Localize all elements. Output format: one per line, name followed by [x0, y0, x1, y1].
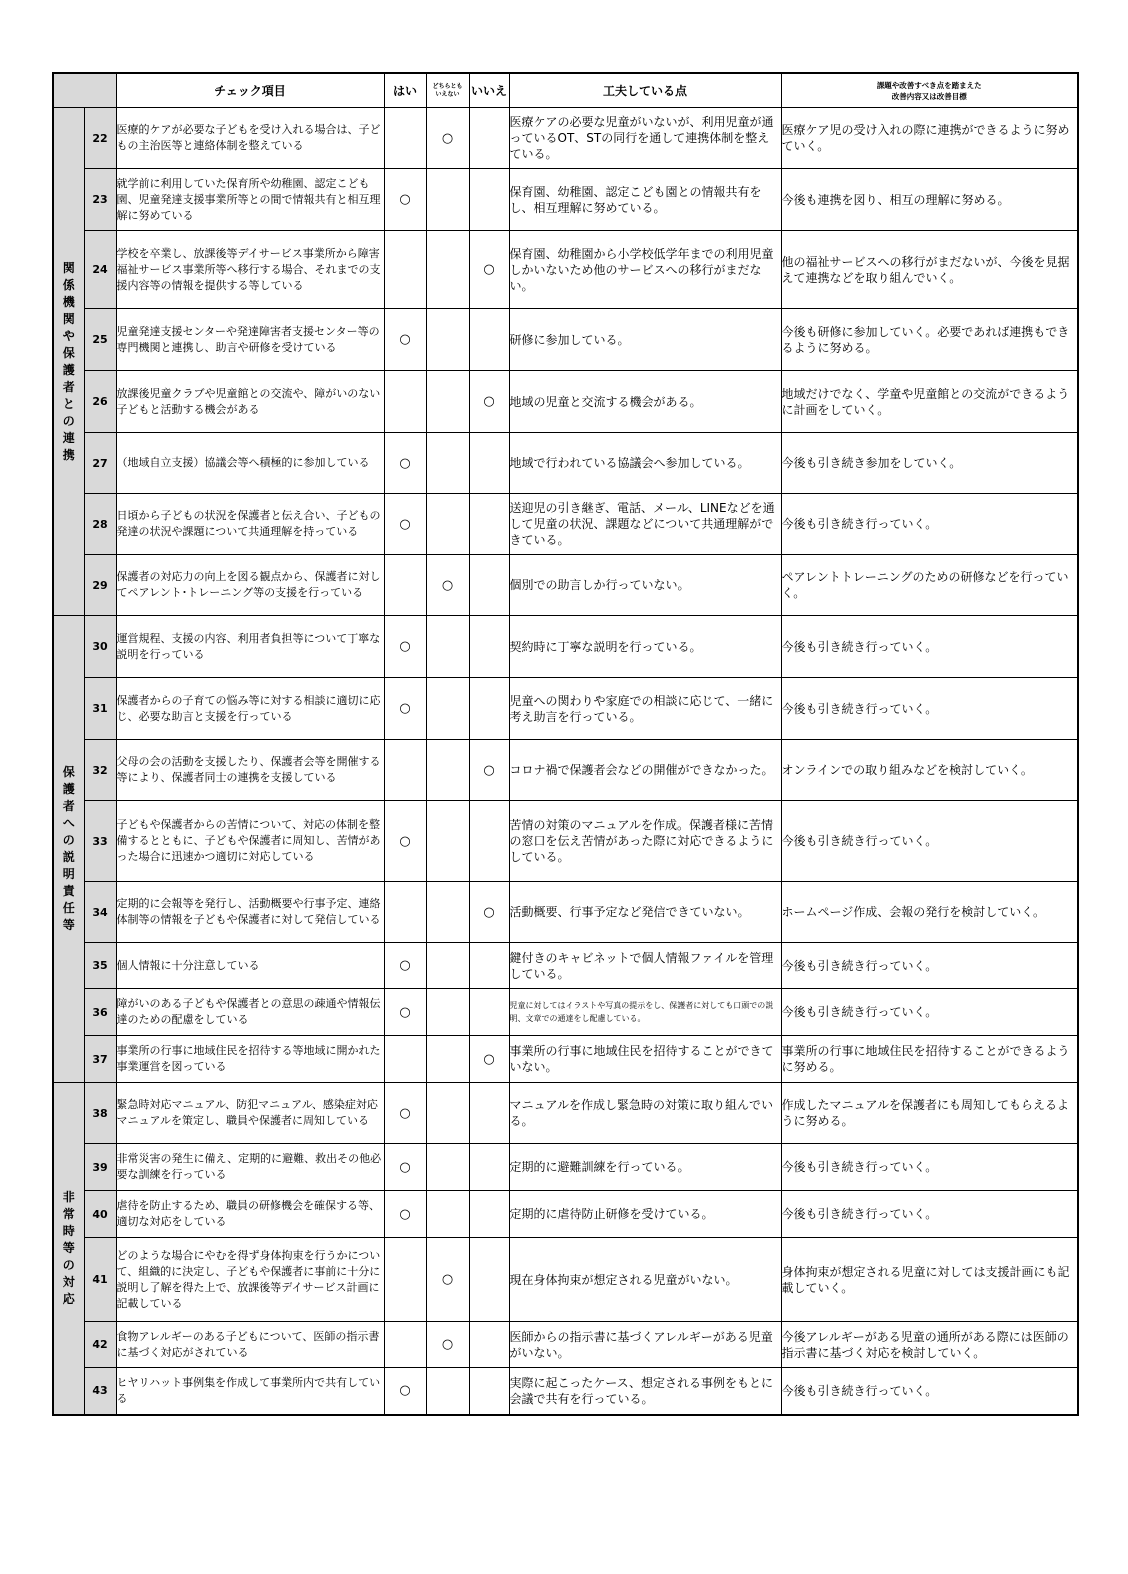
answer-neither-cell	[426, 801, 469, 882]
answer-neither-cell	[426, 1191, 469, 1238]
table-row	[53, 989, 1078, 1036]
answer-no-cell	[469, 108, 509, 169]
check-item-text: 虐待を防止するため、職員の研修機会を確保する等、適切な対応をしている	[116, 1191, 384, 1238]
category-text: 非常時等の対応	[62, 1189, 75, 1306]
kufu-text: 児童への関わりや家庭での相談に応じて、一緒に考え助言を行っている。	[509, 678, 781, 740]
header-kadai-line1: 課題や改善すべき点を踏まえた	[876, 80, 982, 90]
answer-neither-cell	[426, 1368, 469, 1415]
answer-yes-cell: ○	[384, 494, 426, 555]
answer-yes-cell: ○	[384, 309, 426, 371]
kadai-text: 今後も引き続き行っていく。	[781, 1368, 1078, 1415]
check-item-text: どのような場合にやむを得ず身体拘束を行うかについて、組織的に決定し、子どもや保護者に事前に十分に説明し了解を得た上で、放課後等デイサービス計画に記載している	[116, 1238, 384, 1322]
check-item-text: 児童発達支援センターや発達障害者支援センター等の専門機関と連携し、助言や研修を受けている	[116, 309, 384, 371]
kufu-text: 児童に対してはイラストや写真の提示をし、保護者に対しても口頭での説明、文章での通達をし配慮している。	[509, 989, 781, 1036]
item-number: 33	[84, 801, 116, 882]
kufu-text: 保育園、幼稚園から小学校低学年までの利用児童しかいないため他のサービスへの移行がまだない。	[509, 231, 781, 309]
kufu-text: 実際に起こったケース、想定される事例をもとに会議で共有を行っている。	[509, 1368, 781, 1415]
table-row	[53, 943, 1078, 989]
answer-yes-cell	[384, 555, 426, 616]
header-kadai-line2: 改善内容又は改善目標	[891, 91, 967, 101]
table-row	[53, 1322, 1078, 1368]
kadai-text: 身体拘束が想定される児童に対しては支援計画にも記載していく。	[781, 1238, 1078, 1322]
kadai-text: 事業所の行事に地域住民を招待することができるように努める。	[781, 1036, 1078, 1083]
kadai-text: 今後も引き続き行っていく。	[781, 494, 1078, 555]
check-item-text: 定期的に会報等を発行し、活動概要や行事予定、連絡体制等の情報を子どもや保護者に対して発信している	[116, 882, 384, 943]
answer-yes-cell	[384, 1036, 426, 1083]
answer-yes-cell: ○	[384, 1083, 426, 1144]
kadai-text: オンラインでの取り組みなどを検討していく。	[781, 740, 1078, 801]
answer-yes-cell: ○	[384, 801, 426, 882]
answer-neither-cell: ○	[426, 108, 469, 169]
item-number: 39	[84, 1144, 116, 1191]
answer-no-cell	[469, 433, 509, 494]
category-label	[53, 108, 84, 616]
kadai-text: 今後も連携を図り、相互の理解に努める。	[781, 169, 1078, 231]
check-item-text: 運営規程、支援の内容、利用者負担等について丁寧な説明を行っている	[116, 616, 384, 678]
item-number: 26	[84, 371, 116, 433]
answer-yes-cell: ○	[384, 1191, 426, 1238]
kadai-text: 今後アレルギーがある児童の通所がある際には医師の指示書に基づく対応を検討していく。	[781, 1322, 1078, 1368]
table-row	[53, 231, 1078, 309]
kufu-text: コロナ禍で保護者会などの開催ができなかった。	[509, 740, 781, 801]
table-row	[53, 1191, 1078, 1238]
check-item-text: 非常災害の発生に備え、定期的に避難、救出その他必要な訓練を行っている	[116, 1144, 384, 1191]
answer-no-cell	[469, 1083, 509, 1144]
answer-neither-cell	[426, 740, 469, 801]
item-number: 34	[84, 882, 116, 943]
item-number: 42	[84, 1322, 116, 1368]
table-row	[53, 1368, 1078, 1415]
kufu-text: 地域の児童と交流する機会がある。	[509, 371, 781, 433]
check-item-text: 父母の会の活動を支援したり、保護者会等を開催する等により、保護者同士の連携を支援している	[116, 740, 384, 801]
item-number: 28	[84, 494, 116, 555]
item-number: 37	[84, 1036, 116, 1083]
answer-yes-cell	[384, 882, 426, 943]
kadai-text: 今後も引き続き参加をしていく。	[781, 433, 1078, 494]
answer-yes-cell: ○	[384, 943, 426, 989]
kadai-text: 今後も引き続き行っていく。	[781, 678, 1078, 740]
answer-yes-cell	[384, 1322, 426, 1368]
answer-neither-cell	[426, 678, 469, 740]
kufu-text: マニュアルを作成し緊急時の対策に取り組んでいる。	[509, 1083, 781, 1144]
answer-neither-cell	[426, 1083, 469, 1144]
kufu-text: 医師からの指示書に基づくアレルギーがある児童がいない。	[509, 1322, 781, 1368]
answer-no-cell	[469, 678, 509, 740]
check-item-text: 子どもや保護者からの苦情について、対応の体制を整備するとともに、子どもや保護者に周知し、苦情があった場合に迅速かつ適切に対応している	[116, 801, 384, 882]
kufu-text: 事業所の行事に地域住民を招待することができていない。	[509, 1036, 781, 1083]
item-number: 38	[84, 1083, 116, 1144]
kadai-text: 今後も引き続き行っていく。	[781, 943, 1078, 989]
item-number: 23	[84, 169, 116, 231]
answer-no-cell: ○	[469, 371, 509, 433]
answer-neither-cell	[426, 882, 469, 943]
answer-neither-cell	[426, 494, 469, 555]
kufu-text: 契約時に丁寧な説明を行っている。	[509, 616, 781, 678]
header-neither	[426, 73, 469, 108]
answer-neither-cell	[426, 169, 469, 231]
kufu-text: 送迎児の引き継ぎ、電話、メール、LINEなどを通して児童の状況、課題などについて共通理解ができている。	[509, 494, 781, 555]
check-item-text: 事業所の行事に地域住民を招待する等地域に開かれた事業運営を図っている	[116, 1036, 384, 1083]
kufu-text: 鍵付きのキャビネットで個人情報ファイルを管理している。	[509, 943, 781, 989]
kadai-text: 今後も引き続き行っていく。	[781, 616, 1078, 678]
check-item-text: 食物アレルギーのある子どもについて、医師の指示書に基づく対応がされている	[116, 1322, 384, 1368]
table-row	[53, 1036, 1078, 1083]
answer-no-cell	[469, 555, 509, 616]
kadai-text: 地域だけでなく、学童や児童館との交流ができるように計画をしていく。	[781, 371, 1078, 433]
check-item-text: 就学前に利用していた保育所や幼稚園、認定こども園、児童発達支援事業所等との間で情報共有と相互理解に努めている	[116, 169, 384, 231]
table-row	[53, 1238, 1078, 1322]
header-kufu: 工夫している点	[509, 73, 781, 108]
kadai-text: 作成したマニュアルを保護者にも周知してもらえるように努める。	[781, 1083, 1078, 1144]
table-body	[53, 108, 1078, 1415]
item-number: 30	[84, 616, 116, 678]
answer-no-cell	[469, 989, 509, 1036]
answer-no-cell	[469, 943, 509, 989]
answer-no-cell: ○	[469, 231, 509, 309]
kadai-text: 医療ケア児の受け入れの際に連携ができるように努めていく。	[781, 108, 1078, 169]
kufu-text: 定期的に虐待防止研修を受けている。	[509, 1191, 781, 1238]
item-number: 27	[84, 433, 116, 494]
evaluation-table	[52, 72, 1079, 1416]
kadai-text: 今後も引き続き行っていく。	[781, 1144, 1078, 1191]
kufu-text: 現在身体拘束が想定される児童がいない。	[509, 1238, 781, 1322]
check-item-text: ヒヤリハット事例集を作成して事業所内で共有している	[116, 1368, 384, 1415]
answer-no-cell	[469, 1144, 509, 1191]
answer-no-cell	[469, 1238, 509, 1322]
table-row	[53, 555, 1078, 616]
check-item-text: 放課後児童クラブや児童館との交流や、障がいのない子どもと活動する機会がある	[116, 371, 384, 433]
answer-yes-cell: ○	[384, 1368, 426, 1415]
kufu-text: 苦情の対策のマニュアルを作成。保護者様に苦情の窓口を伝え苦情があった際に対応できるようにしている。	[509, 801, 781, 882]
answer-neither-cell	[426, 989, 469, 1036]
item-number: 25	[84, 309, 116, 371]
header-kadai	[781, 73, 1078, 108]
kadai-text: 他の福祉サービスへの移行がまだないが、今後を見据えて連携などを取り組んでいく。	[781, 231, 1078, 309]
answer-yes-cell: ○	[384, 1144, 426, 1191]
answer-no-cell	[469, 169, 509, 231]
kadai-text: ホームページ作成、会報の発行を検討していく。	[781, 882, 1078, 943]
category-text: 関係機関や保護者との連携	[62, 260, 75, 462]
category-text: 保護者への説明責任等	[62, 765, 75, 932]
table-row	[53, 371, 1078, 433]
answer-no-cell	[469, 494, 509, 555]
kufu-text: 研修に参加している。	[509, 309, 781, 371]
header-no: いいえ	[469, 73, 509, 108]
answer-yes-cell	[384, 371, 426, 433]
kadai-text: 今後も引き続き行っていく。	[781, 989, 1078, 1036]
answer-yes-cell: ○	[384, 678, 426, 740]
answer-yes-cell	[384, 108, 426, 169]
answer-neither-cell	[426, 616, 469, 678]
table-row	[53, 1144, 1078, 1191]
item-number: 36	[84, 989, 116, 1036]
kadai-text: 今後も引き続き行っていく。	[781, 1191, 1078, 1238]
item-number: 43	[84, 1368, 116, 1415]
answer-no-cell	[469, 801, 509, 882]
item-number: 41	[84, 1238, 116, 1322]
answer-neither-cell	[426, 309, 469, 371]
kufu-text: 地域で行われている協議会へ参加している。	[509, 433, 781, 494]
table-row	[53, 433, 1078, 494]
check-item-text: 障がいのある子どもや保護者との意思の疎通や情報伝達のための配慮をしている	[116, 989, 384, 1036]
answer-no-cell	[469, 1191, 509, 1238]
table-row	[53, 494, 1078, 555]
answer-no-cell	[469, 309, 509, 371]
table-row	[53, 169, 1078, 231]
header-row	[53, 73, 1078, 108]
kadai-text: 今後も研修に参加していく。必要であれば連携もできるように努める。	[781, 309, 1078, 371]
check-item-text: 保護者からの子育ての悩み等に対する相談に適切に応じ、必要な助言と支援を行っている	[116, 678, 384, 740]
header-corner	[53, 73, 116, 108]
answer-neither-cell	[426, 231, 469, 309]
header-item: チェック項目	[116, 73, 384, 108]
kufu-text: 医療ケアの必要な児童がいないが、利用児童が通っているOT、STの同行を通して連携体制を整えている。	[509, 108, 781, 169]
item-number: 31	[84, 678, 116, 740]
table-row	[53, 801, 1078, 882]
answer-no-cell: ○	[469, 882, 509, 943]
check-item-text: 個人情報に十分注意している	[116, 943, 384, 989]
category-label	[53, 616, 84, 1083]
answer-yes-cell	[384, 1238, 426, 1322]
check-item-text: （地域自立支援）協議会等へ積極的に参加している	[116, 433, 384, 494]
category-label	[53, 1083, 84, 1415]
item-number: 24	[84, 231, 116, 309]
table-row	[53, 108, 1078, 169]
kufu-text: 活動概要、行事予定など発信できていない。	[509, 882, 781, 943]
answer-neither-cell	[426, 1144, 469, 1191]
answer-neither-cell: ○	[426, 1322, 469, 1368]
item-number: 32	[84, 740, 116, 801]
check-item-text: 保護者の対応力の向上を図る観点から、保護者に対してペアレント･トレーニング等の支援を行っている	[116, 555, 384, 616]
header-neither-line2: いえない	[435, 90, 460, 98]
answer-yes-cell	[384, 740, 426, 801]
answer-neither-cell	[426, 1036, 469, 1083]
answer-neither-cell	[426, 433, 469, 494]
answer-neither-cell	[426, 371, 469, 433]
table-row	[53, 1083, 1078, 1144]
answer-no-cell: ○	[469, 1036, 509, 1083]
check-item-text: 緊急時対応マニュアル、防犯マニュアル、感染症対応マニュアルを策定し、職員や保護者に周知している	[116, 1083, 384, 1144]
answer-no-cell	[469, 1322, 509, 1368]
item-number: 40	[84, 1191, 116, 1238]
header-yes: はい	[384, 73, 426, 108]
table-row	[53, 678, 1078, 740]
item-number: 35	[84, 943, 116, 989]
answer-yes-cell	[384, 231, 426, 309]
check-item-text: 医療的ケアが必要な子どもを受け入れる場合は、子どもの主治医等と連絡体制を整えている	[116, 108, 384, 169]
table-row	[53, 882, 1078, 943]
answer-yes-cell: ○	[384, 989, 426, 1036]
item-number: 22	[84, 108, 116, 169]
answer-neither-cell: ○	[426, 1238, 469, 1322]
header-neither-line1: どちらとも	[432, 82, 463, 90]
answer-neither-cell	[426, 943, 469, 989]
answer-no-cell	[469, 616, 509, 678]
table-row	[53, 616, 1078, 678]
check-item-text: 学校を卒業し、放課後等デイサービス事業所から障害福祉サービス事業所等へ移行する場合、それまでの支援内容等の情報を提供する等している	[116, 231, 384, 309]
item-number: 29	[84, 555, 116, 616]
kufu-text: 保育園、幼稚園、認定こども園との情報共有をし、相互理解に努めている。	[509, 169, 781, 231]
table-row	[53, 740, 1078, 801]
answer-yes-cell: ○	[384, 169, 426, 231]
answer-no-cell: ○	[469, 740, 509, 801]
kufu-text: 個別での助言しか行っていない。	[509, 555, 781, 616]
check-item-text: 日頃から子どもの状況を保護者と伝え合い、子どもの発達の状況や課題について共通理解を持っている	[116, 494, 384, 555]
answer-neither-cell: ○	[426, 555, 469, 616]
kufu-text: 定期的に避難訓練を行っている。	[509, 1144, 781, 1191]
answer-yes-cell: ○	[384, 433, 426, 494]
kadai-text: ペアレントトレーニングのための研修などを行っていく。	[781, 555, 1078, 616]
answer-no-cell	[469, 1368, 509, 1415]
answer-yes-cell: ○	[384, 616, 426, 678]
kadai-text: 今後も引き続き行っていく。	[781, 801, 1078, 882]
table-row	[53, 309, 1078, 371]
